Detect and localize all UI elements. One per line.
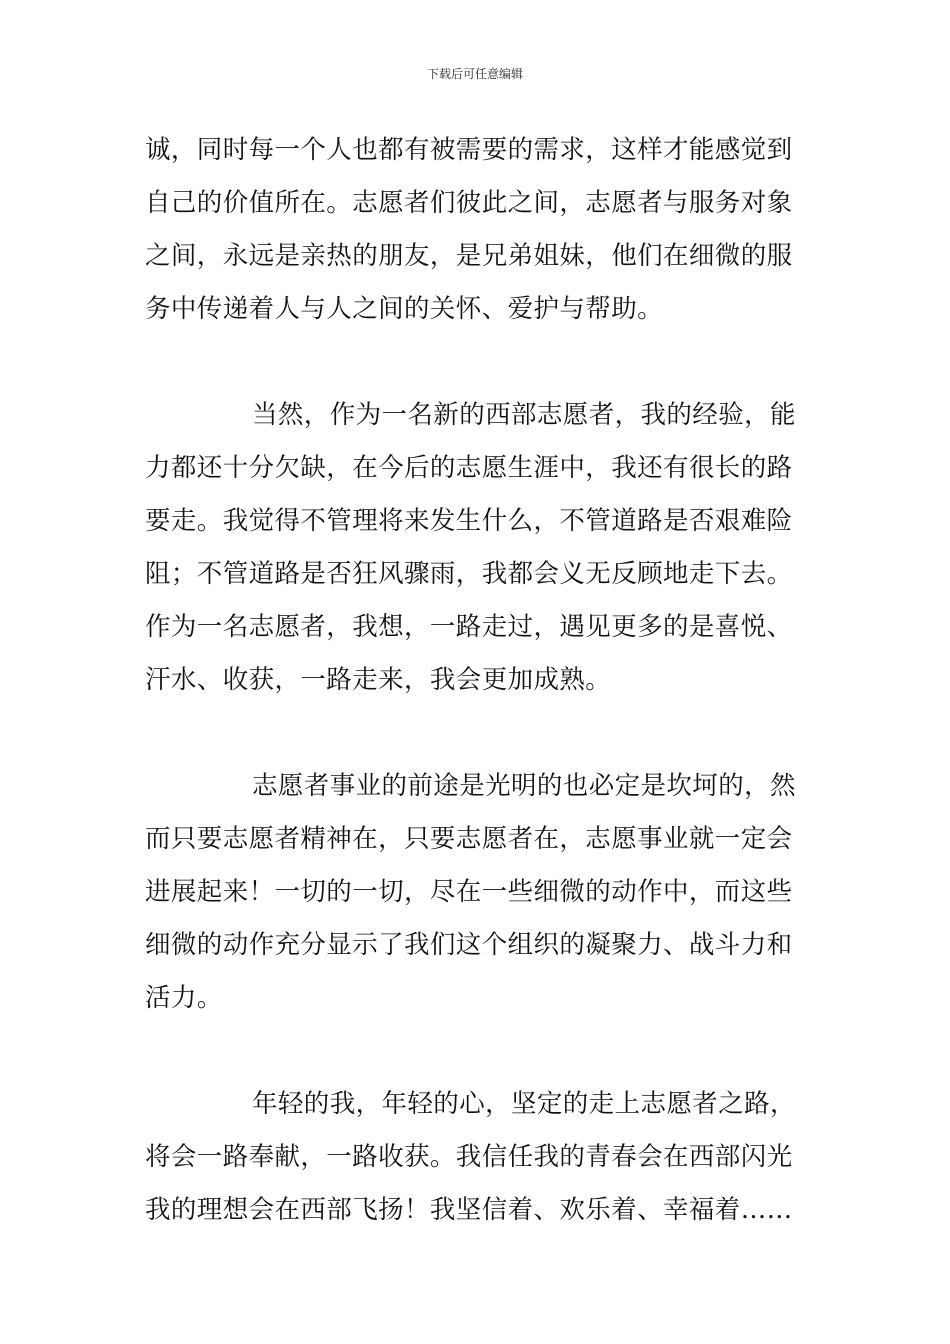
paragraph-line: 作为一名志愿者，我想，一路走过，遇见更多的是喜悦、: [145, 612, 793, 642]
paragraph-first-line: 志愿者事业的前途是光明的也必定是坎坷的，然: [252, 771, 796, 801]
paragraph-4: [145, 1078, 810, 1237]
paragraph-spacer: [145, 707, 810, 760]
paragraph-line: 阻；不管道路是否狂风骤雨，我都会义无反顾地走下去。: [145, 559, 793, 589]
paragraph-line: 之间，永远是亲热的朋友，是兄弟姐妹，他们在细微的服: [145, 241, 793, 271]
paragraph-line: 而只要志愿者精神在，只要志愿者在，志愿事业就一定会: [145, 824, 793, 854]
paragraph-line: 自己的价值所在。志愿者们彼此之间，志愿者与服务对象: [145, 188, 793, 218]
paragraph-line: 我的理想会在西部飞扬！我坚信着、欢乐着、幸福着……: [145, 1195, 793, 1225]
paragraph-line: 进展起来！一切的一切，尽在一些细微的动作中，而这些: [145, 877, 793, 907]
paragraph-line: 务中传递着人与人之间的关怀、爱护与帮助。: [145, 294, 664, 324]
paragraph-spacer: [145, 336, 810, 389]
paragraph-line: 诚，同时每一个人也都有被需要的需求，这样才能感觉到: [145, 135, 793, 165]
paragraph-3: [145, 760, 810, 1025]
document-body: [145, 124, 810, 1237]
paragraph-line: 细微的动作充分显示了我们这个组织的凝聚力、战斗力和: [145, 930, 793, 960]
paragraph-first-line: 年轻的我，年轻的心，坚定的走上志愿者之路，: [252, 1089, 796, 1119]
paragraph-line: 将会一路奉献，一路收获。我信任我的青春会在西部闪光: [145, 1142, 793, 1172]
paragraph-line: 要走。我觉得不管理将来发生什么，不管道路是否艰难险: [145, 506, 793, 536]
paragraph-line: 汗水、收获，一路走来，我会更加成熟。: [145, 665, 612, 695]
paragraph-line: 活力。: [145, 983, 223, 1013]
paragraph-line: 力都还十分欠缺，在今后的志愿生涯中，我还有很长的路: [145, 453, 793, 483]
page-header-note: 下载后可任意编辑: [426, 67, 523, 81]
paragraph-first-line: 当然，作为一名新的西部志愿者，我的经验，能: [252, 400, 796, 430]
paragraph-2: [145, 389, 810, 707]
paragraph-spacer: [145, 1025, 810, 1078]
paragraph-1: [145, 124, 810, 336]
